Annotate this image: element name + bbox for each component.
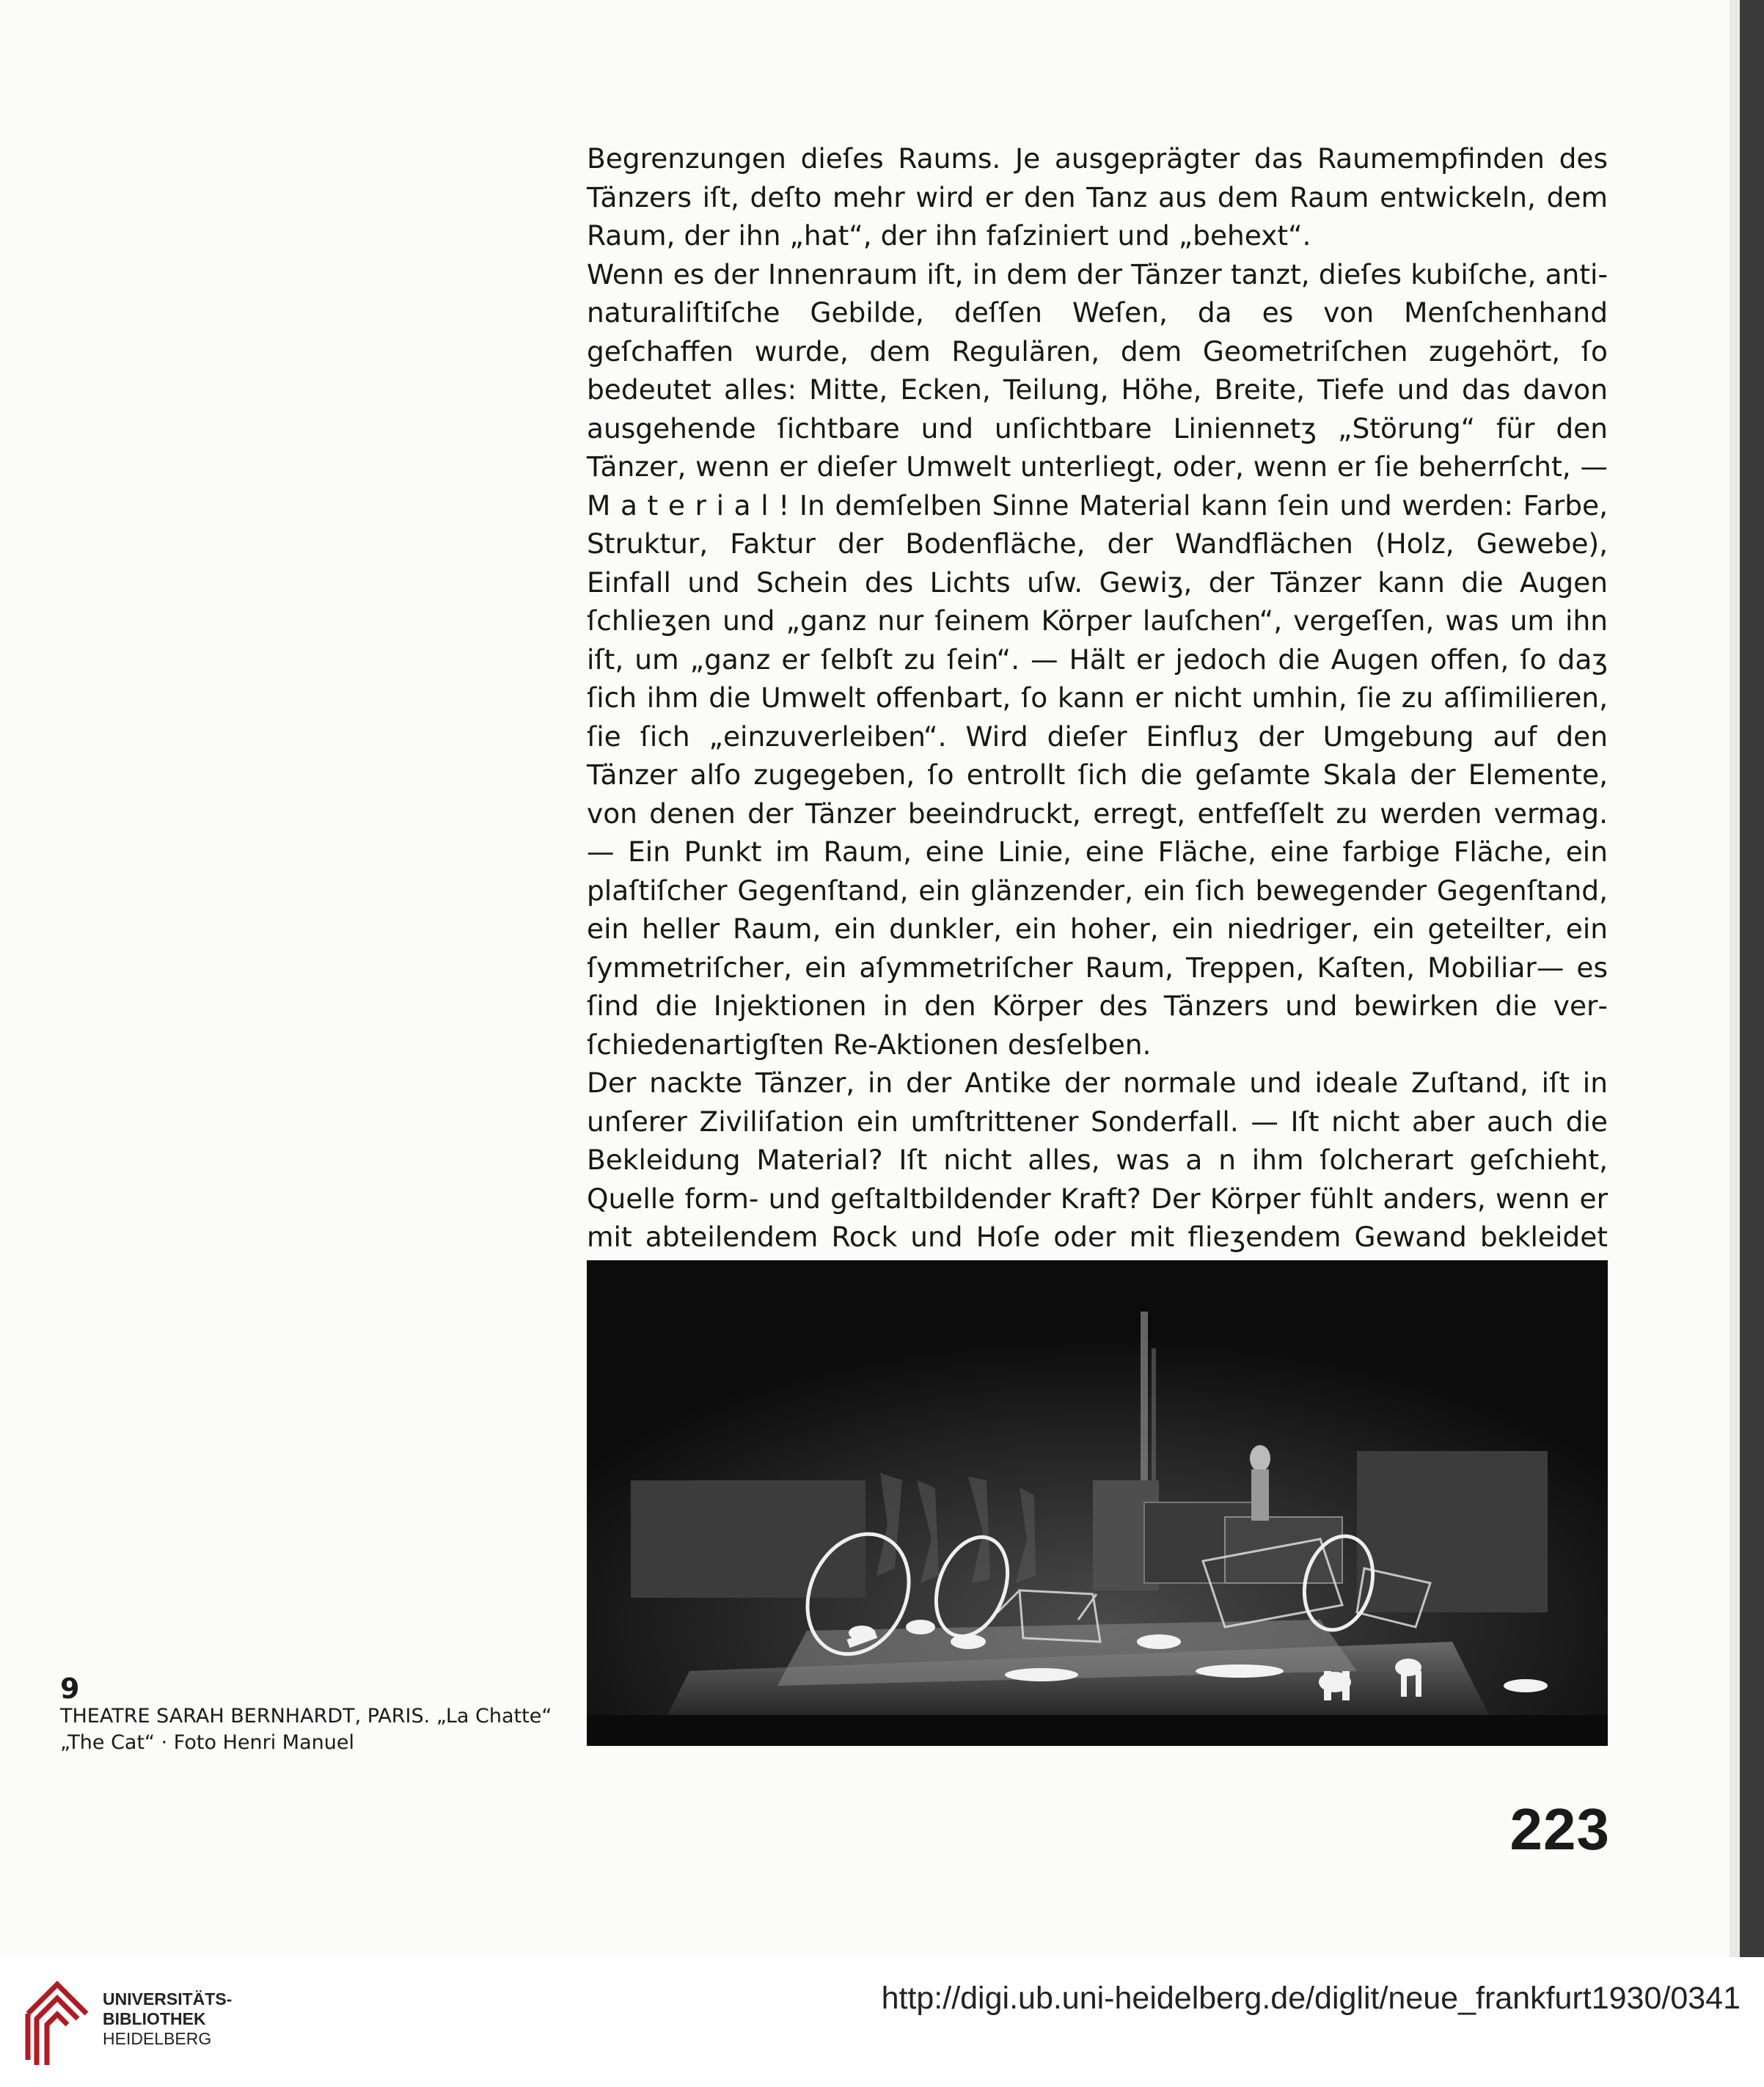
- caption-line-2: „The Cat“ · Foto Henri Manuel: [60, 1731, 354, 1754]
- library-footer: [0, 1957, 1764, 2087]
- paragraph-3: Der nackte Tänzer, in der Antike der normale und ideale Zuſtand, iſt in unſerer Ziviliſation ein umſtrittener Sonderfall. — Iſt nicht aber auch die Bekleidung Material? Iſt nicht alles, was a n ihm ſolcherart geſchieht, Quelle form- und geſtaltbildender Kraft? Der Körper fühlt anders, wenn er mit abteilendem Rock und Hoſe oder mit flieʒendem Gewand bekleidet: [587, 1067, 1608, 1253]
- library-name-line-1: UNIVERSITÄTS-: [103, 1989, 233, 2009]
- university-library-logo-icon: [21, 1973, 94, 2072]
- article-body: [587, 139, 1608, 1295]
- figure-caption: [60, 1703, 574, 1756]
- figure-number: 9: [60, 1673, 80, 1705]
- stage-photograph: [587, 1260, 1608, 1746]
- page-number: 223: [1509, 1797, 1610, 1862]
- university-library-name: [103, 1989, 232, 2049]
- library-name-line-3: HEIDELBERG: [103, 2029, 212, 2048]
- stage-photograph-drawing: [587, 1260, 1608, 1746]
- paragraph-2: Wenn es der Innenraum iſt, in dem der Tänzer tanzt, dieſes kubiſche, antinaturaliſtiſche Gebilde, deſſen Weſen, da es von Menſchenhand geſchaffen wurde, dem Regulären, dem Geometriſchen zugehört, ſo bedeutet alles: Mitte, Ecken, Teilung, Höhe, Breite, Tiefe und das davon ausgehende ſichtbare und unſichtbare Liniennetʒ „Störung“ für den Tänzer, wenn er dieſer Umwelt unterliegt, oder, wenn er ſie beherrſcht, — M a t e r i a l ! In demſelben Sinne Material kann ſein und werden: Farbe, Struktur, Faktur der Bodenfläche, der Wandflächen (Holz, Gewebe), Einfall und Schein des Lichts uſw. Gewiʒ, der Tänzer kann die Augen ſchlieʒen und „ganz nur ſeinem Körper lauſchen“, vergeſſen, was um ihn iſt, um „ganz er ſelbſt zu ſein“. — Hält er jedoch die Augen offen, ſo daʒ ſich ihm die Umwelt offenbart, ſo kann er nicht umhin, ſie zu aſſimilieren, ſie ſich „einzuverleiben“. Wird dieſer Einfluʒ der Umgebung auf den Tänzer alſo zugegeben, ſo entrollt ſich die geſamte Skala der Elemente, von denen der Tänzer beeindruckt, erregt, entfeſſelt zu werden vermag. — Ein Punkt im Raum, eine Linie, eine Fläche, eine farbige Fläche, ein plaſtiſcher Gegenſtand, ein glänzender, ein ſich bewegender Gegenſtand, ein heller Raum, ein dunkler, ein hoher, ein niedriger, ein geteilter, ein ſymmetriſcher, ein aſymmetriſcher Raum, Treppen, Kaſten, Mobiliar— es ſind die Injektionen in den Körper des Tänzers und bewirken die verſchiedenartigſten Re-Aktionen desſelben.: [587, 257, 1608, 1061]
- caption-line-1: THEATRE SARAH BERNHARDT, PARIS. „La Chatte“: [60, 1705, 552, 1728]
- library-name-line-2: BIBLIOTHEK: [103, 2009, 206, 2028]
- paragraph-1: Begrenzungen dieſes Raums. Je ausgeprägter das Raumempfinden des Tänzers iſt, deſto mehr wird er den Tanz aus dem Raum entwickeln, dem Raum, der ihn „hat“, der ihn faſziniert und „behext“.: [587, 142, 1608, 252]
- source-url[interactable]: http://digi.ub.uni-heidelberg.de/diglit/neue_frankfurt1930/0341: [881, 1981, 1741, 2016]
